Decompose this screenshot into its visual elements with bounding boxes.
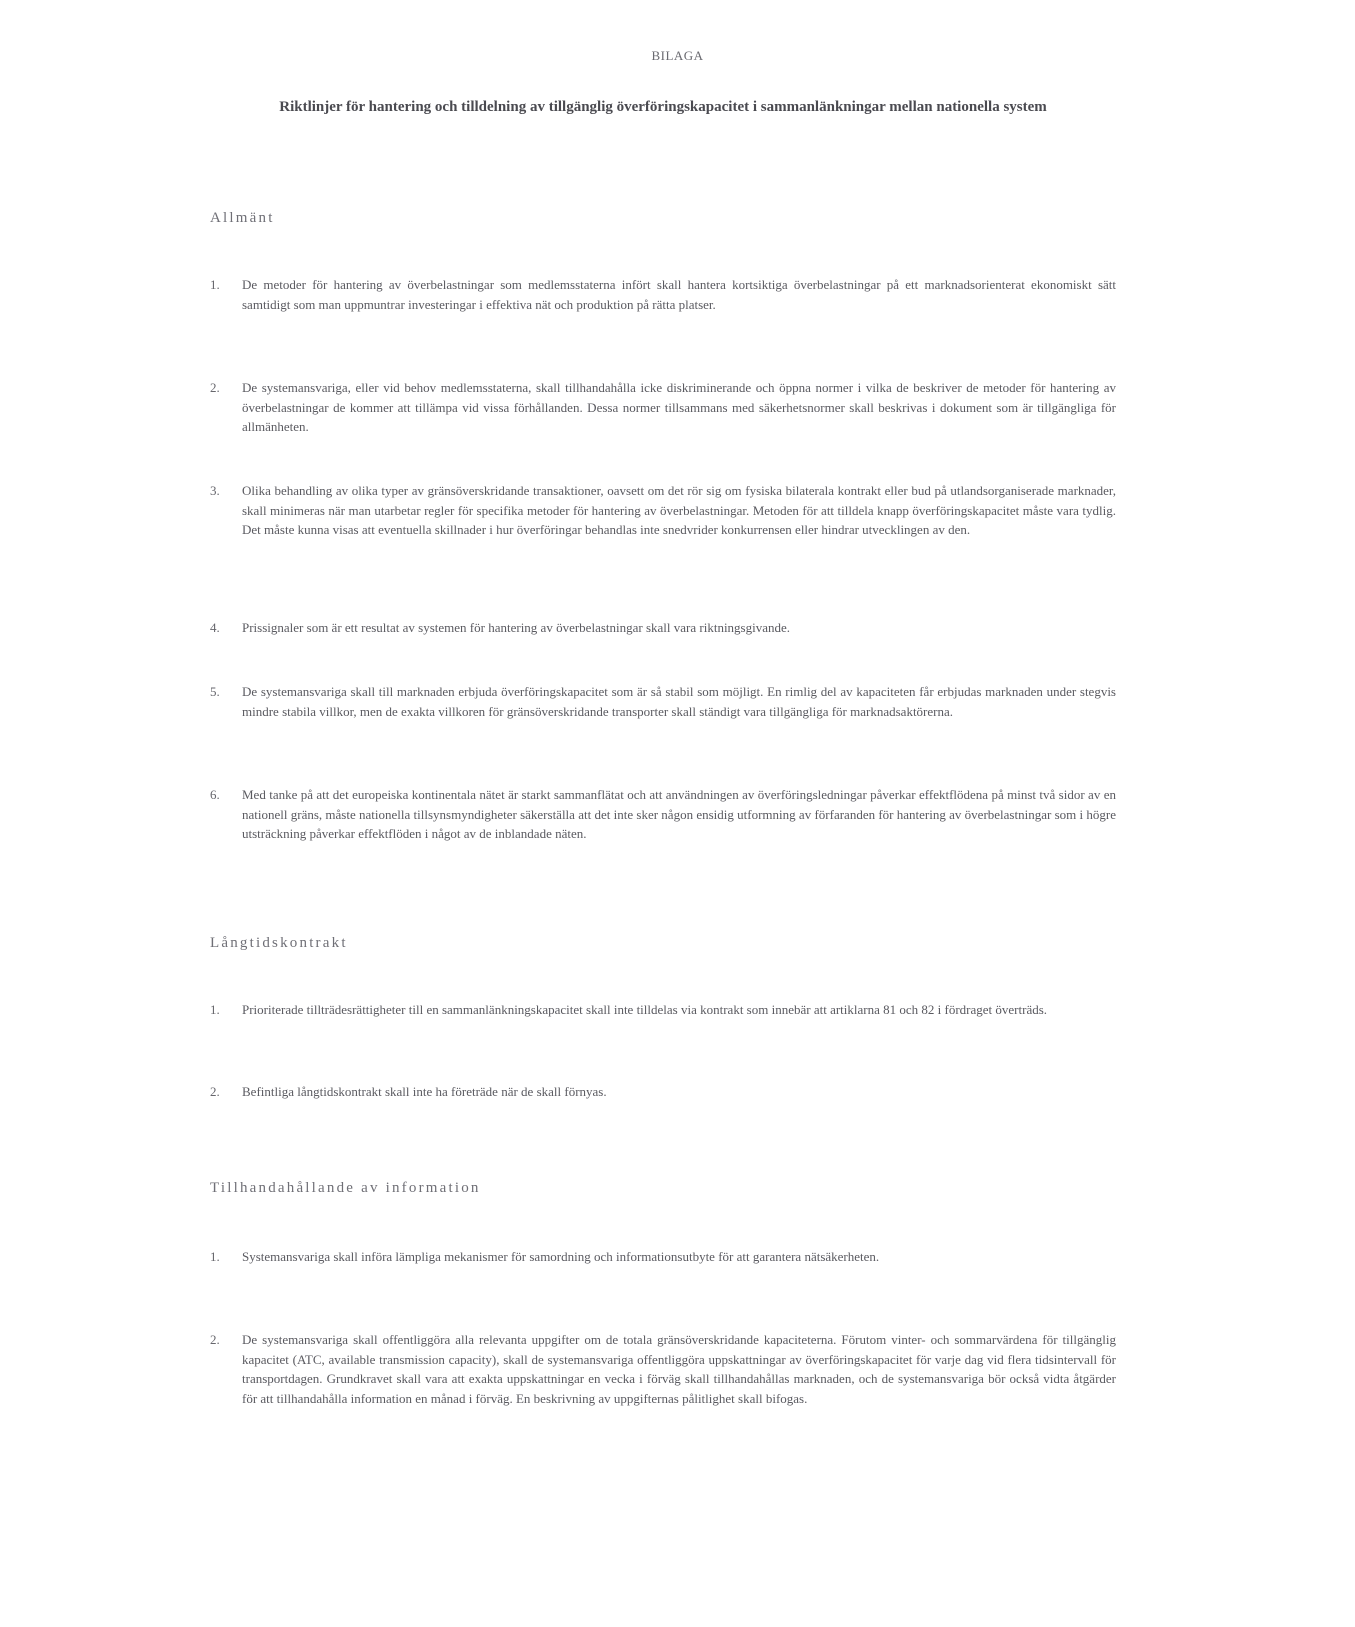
paragraph-text: De systemansvariga, eller vid behov medlemsstaterna, skall tillhandahålla icke diskriminerande och öppna normer i vilka de beskriver de metoder för hantering av överbelastningar de kommer att tillämpa vid vissa förhållanden. Dessa normer tillsammans med säkerhetsnormer skall beskrivas i dokument som är tillgängliga för allmänheten. bbox=[242, 380, 1116, 434]
document-title: Riktlinjer för hantering och tilldelning av tillgänglig överföringskapacitet i sammanlänkningar mellan nationella system bbox=[279, 99, 1047, 115]
paragraph bbox=[210, 481, 1116, 540]
paragraph bbox=[210, 378, 1116, 437]
paragraph bbox=[210, 275, 1116, 314]
paragraph bbox=[210, 1330, 1116, 1408]
section-heading-tillhandahallande: Tillhandahållande av information bbox=[210, 1180, 481, 1196]
paragraph bbox=[210, 785, 1116, 844]
paragraph-number: 2. bbox=[210, 1332, 220, 1347]
paragraph-number: 2. bbox=[210, 1084, 220, 1099]
paragraph-number: 4. bbox=[210, 620, 220, 635]
paragraph-text: Med tanke på att det europeiska kontinentala nätet är starkt sammanflätat och att användningen av överföringsledningar påverkar effektflödena på minst två sidor av en nationell gräns, måste nationella tillsynsmyndigheter säkerställa att det inte sker någon ensidig utformning av förfaranden för hantering av överbelastningar som i högre utsträckning påverkar effektflöden i något av de inblandade näten. bbox=[242, 787, 1116, 841]
paragraph-text: Prioriterade tillträdesrättigheter till en sammanlänkningskapacitet skall inte tilldelas via kontrakt som innebär att artiklarna 81 och 82 i fördraget överträds. bbox=[242, 1002, 1048, 1017]
paragraph-text: Prissignaler som är ett resultat av systemen för hantering av överbelastningar skall vara riktningsgivande. bbox=[242, 620, 791, 635]
paragraph-number: 3. bbox=[210, 483, 220, 498]
section-heading-allmant: Allmänt bbox=[210, 210, 275, 226]
paragraph bbox=[210, 618, 1116, 638]
paragraph-number: 6. bbox=[210, 787, 220, 802]
paragraph-text: Systemansvariga skall införa lämpliga mekanismer för samordning och informationsutbyte för att garantera nätsäkerheten. bbox=[242, 1249, 880, 1264]
paragraph bbox=[210, 1247, 1116, 1267]
paragraph-text: De systemansvariga skall offentliggöra alla relevanta uppgifter om de totala gränsöverskridande kapaciteterna. Förutom vinter- och sommarvärdena för tillgänglig kapacitet (ATC, available transmission capacity), skall de systemansvariga offentliggöra uppskattningar av överföringskapacitet för varje dag vid flera tidsintervall för transportdagen. Grundkravet skall vara att exakta uppskattningar en vecka i förväg skall tillhandahållas marknaden, och de systemansvariga bör också vidta åtgärder för att tillhandahålla information en månad i förväg. En beskrivning av uppgifternas pålitlighet skall bifogas. bbox=[242, 1332, 1116, 1406]
annex-header: BILAGA bbox=[651, 48, 704, 63]
paragraph-text: Befintliga långtidskontrakt skall inte ha företräde när de skall förnyas. bbox=[242, 1084, 607, 1099]
paragraph-number: 1. bbox=[210, 1002, 220, 1017]
section-heading-langtidskontrakt: Långtidskontrakt bbox=[210, 935, 348, 951]
paragraph-number: 1. bbox=[210, 277, 220, 292]
paragraph-number: 1. bbox=[210, 1249, 220, 1264]
paragraph-text: De systemansvariga skall till marknaden erbjuda överföringskapacitet som är så stabil som möjligt. En rimlig del av kapaciteten får erbjudas marknaden under stegvis mindre stabila villkor, men de exakta villkoren för gränsöverskridande transporter skall ständigt vara tillgängliga för marknadsaktörerna. bbox=[242, 684, 1116, 719]
paragraph bbox=[210, 1000, 1116, 1020]
paragraph bbox=[210, 1082, 1116, 1102]
paragraph-text: De metoder för hantering av överbelastningar som medlemsstaterna infört skall hantera kortsiktiga överbelastningar på ett marknadsorienterat ekonomiskt sätt samtidigt som man uppmuntrar investeringar i effektiva nät och produktion på rätta platser. bbox=[242, 277, 1116, 312]
paragraph-number: 5. bbox=[210, 684, 220, 699]
paragraph-text: Olika behandling av olika typer av gränsöverskridande transaktioner, oavsett om det rör sig om fysiska bilaterala kontrakt eller bud på utlandsorganiserade marknader, skall minimeras när man utarbetar regler för specifika metoder för hantering av överbelastningar. Metoden för att tilldela knapp överföringskapacitet måste vara tydlig. Det måste kunna visas att eventuella skillnader i hur överföringar behandlas inte snedvrider konkurrensen eller hindrar utvecklingen av den. bbox=[242, 483, 1116, 537]
paragraph-number: 2. bbox=[210, 380, 220, 395]
paragraph bbox=[210, 682, 1116, 721]
